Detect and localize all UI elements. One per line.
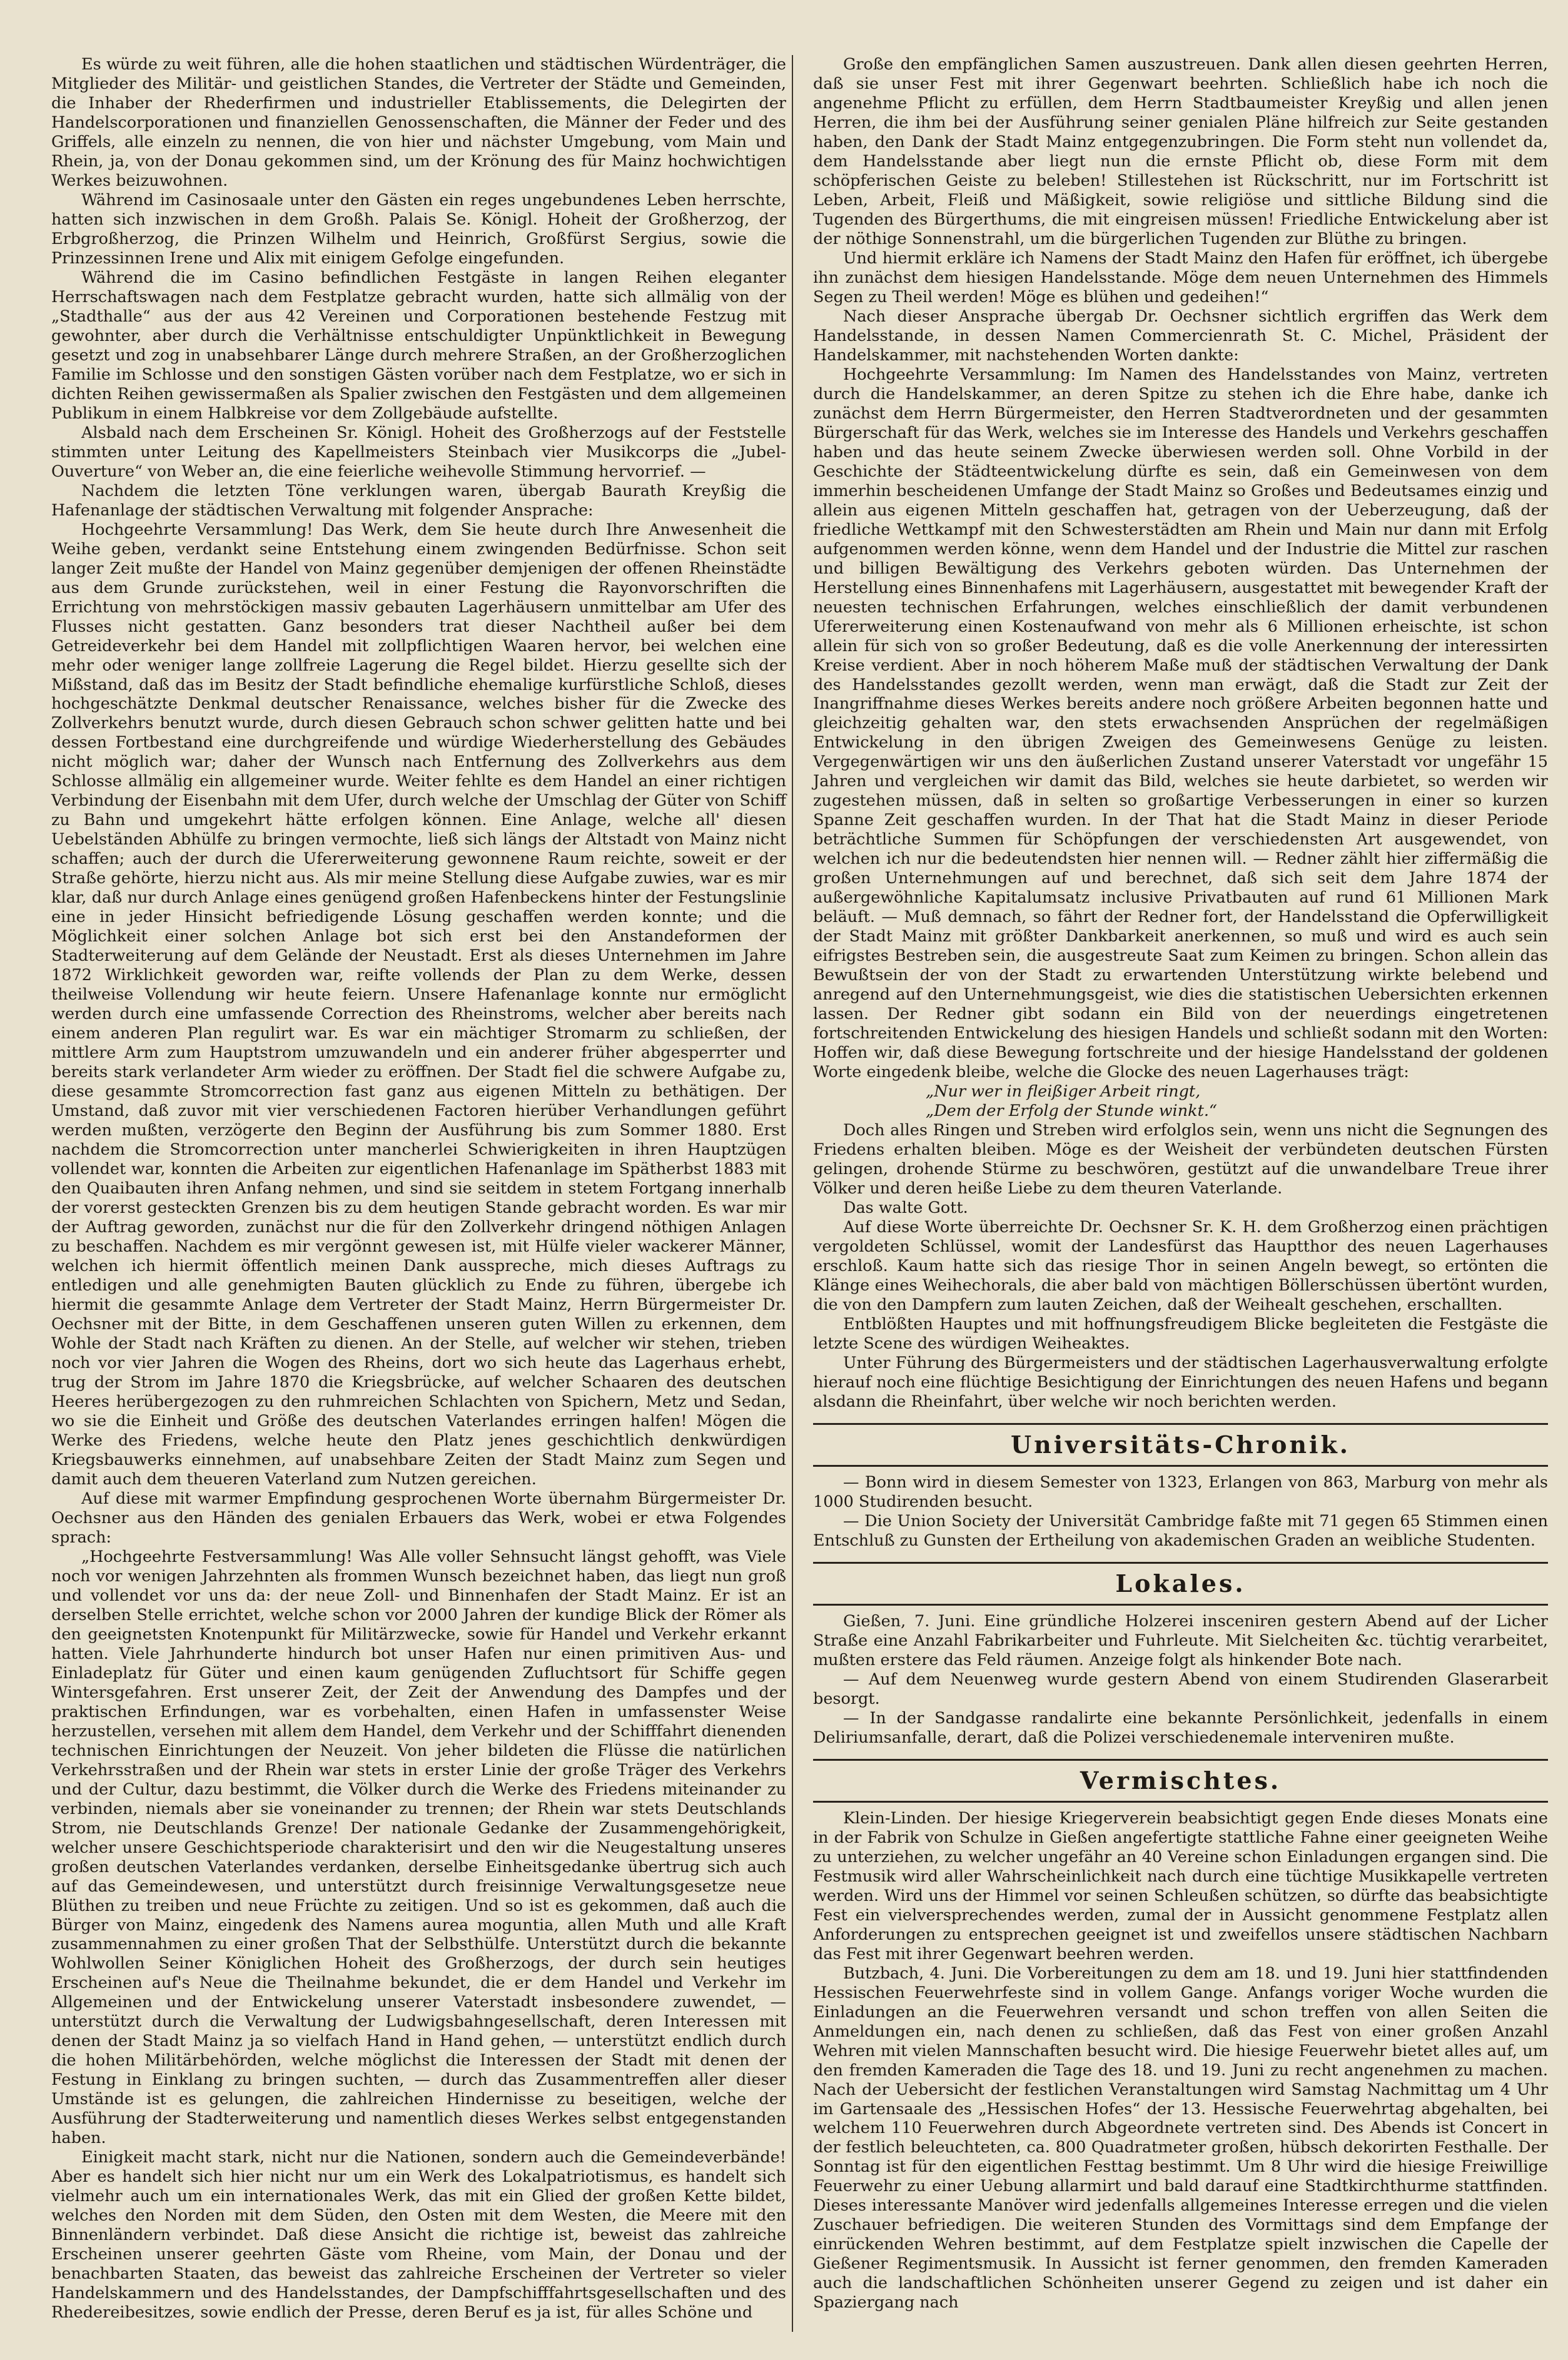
paragraph: Hochgeehrte Versammlung! Das Werk, dem Sie heute durch Ihre Anwesenheit die Weihe geben, verdankt seine Entstehung einem zwingenden Bedürfnisse. Schon seit langer Zeit mußte der Handel von Mainz gegenüber demjenigen der offenen Rheinstädte aus dem Grunde zurückstehen, weil in einer Festung die Rayonvorschriften die Errichtung von mehrstöckigen massiv gebauten Lagerhäusern unmittelbar am Ufer des Flusses nicht gestatten. Ganz besonders trat dieser Nachtheil außer bei dem Getreideverkehr bei dem Handel mit zollpflichtigen Waaren hervor, bei welchen eine mehr oder weniger lange zollfreie Lagerung die Regel bildet. Hierzu gesellte sich der Mißstand, daß das im Besitz der Stadt befindliche ehemalige kurfürstliche Schloß, dieses hochgeschätzte Denkmal deutscher Renaissance, welches bisher für die Zwecke des Zollverkehrs benutzt wurde, durch diesen Gebrauch schon schwer gelitten hatte und bei dessen Fortbestand eine durchgreifende und würdige Wiederherstellung des Gebäudes nicht möglich war; daher der Wunsch nach Entfernung des Zollverkehrs aus dem Schlosse allmälig ein allgemeiner wurde. Weiter fehlte es dem Handel an einer richtigen Verbindung der Eisenbahn mit dem Ufer, durch welche der Umschlag der Güter von Schiff zu Bahn und umgekehrt hätte erfolgen können. Eine Anlage, welche all' diesen Uebelständen Abhülfe zu bringen vermochte, ließ sich längs der Altstadt von Mainz nicht schaffen; auch der durch die Ufererweiterung gewonnene Raum reichte, soweit er der Straße gehörte, hierzu nicht aus. Als mir meine Stellung diese Aufgabe zuwies, war es mir klar, daß nur durch Anlage eines genügend großen Hafenbeckens hinter der Festungslinie eine in jeder Hinsicht befriedigende Lösung geschaffen werden konnte; und die Möglichkeit einer solchen Anlage bot sich erst bei den Anstandeformen der Stadterweiterung auf dem Gelände der Neustadt. Erst als dieses Unternehmen im Jahre 1872 Wirklichkeit geworden war, reifte vollends der Plan zu dem Werke, dessen theilweise Vollendung wir heute feiern. Unsere Hafenanlage konnte nur ermöglicht werden durch eine umfassende Correction des Rheinstroms, welcher aber bereits nach einem anderen Plan regulirt war. Es war ein mächtiger Stromarm zu schließen, der mittlere Arm zum Hauptstrom umzuwandeln und ein anderer früher abgesperrter und bereits stark verlandeter Arm wieder zu eröffnen. Der Stadt fiel die schwere Aufgabe zu, diese gesammte Stromcorrection fast ganz aus eigenen Mitteln zu bethätigen. Der Umstand, daß zuvor mit vier verschiedenen Factoren hierüber Verhandlungen geführt werden mußten, verzögerte den Beginn der Ausführung bis zum Sommer 1880. Erst nachdem die Stromcorrection unter mancherlei Schwierigkeiten in ihren Hauptzügen vollendet war, konnten die Arbeiten zur eigentlichen Hafenanlage im Spätherbst 1883 mit den Quaibauten ihren Anfang nehmen, und sind sie seitdem in stetem Fortgang innerhalb der vorerst gesteckten Grenzen bis zu dem heutigen Stande gebracht worden. Es war mir der Auftrag geworden, zunächst nur die für den Zollverkehr dringend nöthigen Anlagen zu beschaffen. Nachdem es mir vergönnt gewesen ist, mit Hülfe vieler wackerer Männer, welchen ich hiermit öffentlich meinen Dank ausspreche, mich dieses Auftrags zu entledigen und alle genehmigten Bauten glücklich zu Ende zu führen, übergebe ich hiermit die gesammte Anlage dem Vertreter der Stadt Mainz, Herrn Bürgermeister Dr. Oechsner mit der Bitte, in dem Geschaffenen unseren guten Willen zu erkennen, dem Wohle der Stadt nach Kräften zu dienen. An der Stelle, auf welcher wir stehen, trieben noch vor vier Jahren die Wogen des Rheins, dort wo sich heute das Lagerhaus erhebt, trug der Strom im Jahre 1870 die Kriegsbrücke, auf welcher Schaaren des deutschen Heeres herübergezogen zu den ruhmreichen Schlachten von Spichern, Metz und Sedan, wo sie die Einheit und Größe des deutschen Vaterlandes erringen halfen! Mögen die Werke des Friedens, welche heute den Platz jenes geschichtlich denkwürdigen Kriegsbauwerks einnehmen, auf unabsehbare Zeiten der Stadt Mainz zum Segen und damit auch dem theueren Vaterland zum Nutzen gereichen. — [51, 520, 786, 1489]
right-article-continuation — [813, 55, 1548, 1082]
right-column — [813, 55, 1548, 2312]
section-body-vermischtes — [813, 1809, 1548, 2313]
paragraph: — Bonn wird in diesem Semester von 1323, Erlangen von 863, Marburg von mehr als 1000 Studirenden besucht. — [813, 1472, 1548, 1511]
paragraph: Einigkeit macht stark, nicht nur die Nationen, sondern auch die Gemeindeverbände! Aber es handelt sich hier nicht nur um ein Werk des Lokalpatriotismus, es handelt sich vielmehr auch um ein internationales Werk, das mit ein Glied der großen Kette bildet, welches den Norden mit dem Süden, den Osten mit dem Westen, die Meere mit den Binnenländern verbindet. Daß diese Ansicht die richtige ist, beweist das zahlreiche Erscheinen unserer geehrten Gäste vom Rheine, vom Main, der Donau und der benachbarten Staaten, das beweist das zahlreiche Erscheinen der Vertreter so vieler Handelskammern und des Handelsstandes, der Dampfschifffahrtsgesellschaften und des Rhedereibesitzes, sowie endlich der Presse, deren Beruf es ja ist, für alles Schöne und — [51, 2148, 786, 2322]
paragraph: „Dem der Erfolg der Stunde winkt.“ — [926, 1102, 1217, 1121]
paragraph: „Hochgeehrte Festversammlung! Was Alle voller Sehnsucht längst gehofft, was Viele noch vor wenigen Jahrzehnten als frommen Wunsch bezeichnet haben, das liegt nun groß und vollendet vor uns da: der neue Zoll- und Binnenhafen der Stadt Mainz. Er ist an derselben Stelle errichtet, welche schon vor 2000 Jahren der kundige Blick der Römer als den geeignetsten Knotenpunkt für Militärzwecke, sowie für Handel und Verkehr erkannt hatten. Viele Jahrhunderte hindurch bot unser Hafen nur einen primitiven Aus- und Einladeplatz für Güter und einen kaum genügenden Zufluchtsort für Schiffe gegen Wintersgefahren. Erst unserer Zeit, der Zeit der Anwendung des Dampfes und der praktischen Erfindungen, war es vorbehalten, einen Hafen in umfassenster Weise herzustellen, versehen mit allem dem Handel, dem Verkehr und der Schifffahrt dienenden technischen Einrichtungen der Neuzeit. Von jeher bildeten die Flüsse die natürlichen Verkehrsstraßen und der Rhein war stets in erster Linie der große Träger des Verkehrs und der Cultur, dazu bestimmt, die Völker durch die Werke des Friedens miteinander zu verbinden, niemals aber sie voneinander zu trennen; der Rhein war stets Deutschlands Strom, nie Deutschlands Grenze! Der nationale Gedanke der Zusammengehörigkeit, welcher unsere Geschichtsperiode charakterisirt und den wir die Neugestaltung unseres großen deutschen Vaterlandes verdanken, derselbe Einheitsgedanke übertrug sich auch auf das Gemeindewesen, und unterstützt durch freisinnige Verwaltungsgesetze neue Blüthen zu treiben und neue Früchte zu zeitigen. Und so ist es gekommen, daß auch die Bürger von Mainz, eingedenk des Namens aurea moguntia, allen Muth und alle Kraft zusammennahmen zu einer großen That der Selbsthülfe. Unterstützt durch die bekannte Wohlwollen Seiner Königlichen Hoheit des Großherzogs, der durch sein heutiges Erscheinen auf's Neue die Theilnahme bekundet, die er dem Handel und Verkehr im Allgemeinen und der Entwickelung unserer Vaterstadt insbesondere zuwendet, — unterstützt durch die Verwaltung der Ludwigsbahngesellschaft, deren Interessen mit denen der Stadt Mainz ja so vielfach Hand in Hand gehen, — unterstützt endlich durch die hohen Militärbehörden, welche möglichst die Interessen der Stadt mit denen der Festung in Einklang zu bringen suchten, — durch das Zusammentreffen aller dieser Umstände ist es gelungen, die zahlreichen Hindernisse zu beseitigen, welche der Ausführung der Stadterweiterung und namentlich dieses Werkes selbst entgegenstanden haben. — [51, 1547, 786, 2148]
right-article-ending — [813, 1121, 1548, 1412]
paragraph: Nach dieser Ansprache übergab Dr. Oechsner sichtlich ergriffen das Werk dem Handelsstande, in dessen Namen Commercienrath St. C. Michel, Präsident der Handelskammer, mit nachstehenden Worten dankte: — [813, 306, 1548, 365]
paragraph: Unter Führung des Bürgermeisters und der städtischen Lagerhausverwaltung erfolgte hierauf noch eine flüchtige Besichtigung der Einrichtungen des neuen Hafens und begann alsdann die Rheinfahrt, über welche wir noch berichten werden. — [813, 1353, 1548, 1411]
paragraph: Während im Casinosaale unter den Gästen ein reges ungebundenes Leben herrschte, hatten sich inzwischen in dem Großh. Palais Se. Königl. Hoheit der Großherzog, der Erbgroßherzog, die Prinzen Wilhelm und Heinrich, Großfürst Sergius, sowie die Prinzessinnen Irene und Alix mit einigem Gefolge eingefunden. — [51, 190, 786, 268]
section-body-lokales — [813, 1612, 1548, 1748]
paragraph: Gießen, 7. Juni. Eine gründliche Holzerei insceniren gestern Abend auf der Licher Straße eine Anzahl Fabrikarbeiter und Fuhrleute. Mit Sielcheiten &c. tüchtig verarbeitet, mußten erstere das Feld räumen. Anzeige folgt als hinkender Bote nach. — [813, 1611, 1548, 1669]
paragraph: „Nur wer in fleißiger Arbeit ringt, — [926, 1082, 1201, 1102]
paragraph: — In der Sandgasse randalirte eine bekannte Persönlichkeit, jedenfalls in einem Deliriumsanfalle, derart, daß die Polizei verschiedenemale interveniren mußte. — [813, 1708, 1548, 1747]
column-divider — [792, 55, 793, 2332]
left-column — [51, 55, 786, 2322]
paragraph: Entblößten Hauptes und mit hoffnungsfreudigem Blicke begleiteten die Festgäste die letzte Scene des würdigen Weiheaktes. — [813, 1314, 1548, 1353]
section-title-lokales: Lokales. — [813, 1562, 1548, 1606]
paragraph: Alsbald nach dem Erscheinen Sr. Königl. Hoheit des Großherzogs auf der Feststelle stimmten unter Leitung des Kapellmeisters Steinbach vier Musikcorps die „Jubel-Ouverture“ von Weber an, die eine feierliche weihevolle Stimmung hervorrief. — — [51, 423, 786, 481]
paragraph: Große den empfänglichen Samen auszustreuen. Dank allen diesen geehrten Herren, daß sie unser Fest mit ihrer Gegenwart beehrten. Schließlich habe ich noch die angenehme Pflicht zu erfüllen, dem Herrn Stadtbaumeister Kreyßig und allen jenen Herren, die ihm bei der Ausführung seiner genialen Pläne hilfreich zur Seite gestanden haben, den Dank der Stadt Mainz entgegenzubringen. Die Form steht nun vollendet da, dem Handelsstande aber liegt nun die ernste Pflicht ob, diese Form mit dem schöpferischen Geiste zu beleben! Stillestehen ist Rückschritt, nur im Fortschritt ist Leben, Arbeit, Fleiß und Mäßigkeit, sowie religiöse und sittliche Bildung sind die Tugenden des Bürgerthums, die mit eingreisen müssen! Friedliche Entwickelung aber ist der nöthige Sonnenstrahl, um die bürgerlichen Tugenden zur Blüthe zu bringen. — [813, 55, 1548, 248]
paragraph: Hochgeehrte Versammlung: Im Namen des Handelsstandes von Mainz, vertreten durch die Handelskammer, an deren Spitze zu stehen ich die Ehre habe, danke ich zunächst dem Herrn Bürgermeister, den Herren Stadtverordneten und der gesammten Bürgerschaft für das Werk, welches sie im Interesse des Handels und Verkehrs geschaffen haben und das heute seinem Zwecke überwiesen werden soll. Ohne Vorbild in der Geschichte der Städteentwickelung dürfte es sein, daß ein Gemeinwesen von dem immerhin bescheidenen Umfange der Stadt Mainz so Großes und Bedeutsames einzig und allein aus eigenen Mitteln geschaffen hat, getragen von der Ueberzeugung, daß der friedliche Wettkampf mit den Schwesterstädten am Rhein und Main nur dann mit Erfolg aufgenommen werden könne, wenn dem Handel und der Industrie die Mittel zur raschen und billigen Bewältigung des Verkehrs geboten würden. Das Unternehmen der Herstellung eines Binnenhafens mit Lagerhäusern, ausgestattet mit bewegender Kraft der neuesten technischen Erfahrungen, welches einschließlich der damit verbundenen Ufererweiterung einen Kostenaufwand von mehr als 6 Millionen erheischte, ist schon allein für sich von so großer Bedeutung, daß es die volle Anerkennung der interessirten Kreise verdient. Aber in noch höherem Maße muß der städtischen Verwaltung der Dank des Handelsstandes gezollt werden, wenn man erwägt, daß die Stadt zur Zeit der Inangriffnahme dieses Werkes bereits andere noch größere Arbeiten begonnen hatte und gleichzeitig gehalten war, den stets erwachsenden Ansprüchen der regelmäßigen Entwickelung in den übrigen Zweigen des Gemeinwesens Genüge zu leisten. Vergegenwärtigen wir uns den äußerlichen Zustand unserer Vaterstadt vor ungefähr 15 Jahren und vergleichen wir damit das Bild, welches sie heute darbietet, so werden wir zugestehen müssen, daß in selten so großartige Verbesserungen in einer so kurzen Spanne Zeit geschaffen wurden. In der That hat die Stadt Mainz in dieser Periode beträchtliche Summen für Schöpfungen der verschiedensten Art ausgewendet, von welchen ich nur die bedeutendsten hier nennen will. — Redner zählt hier ziffermäßig die großen Unternehmungen auf und berechnet, daß sich seit dem Jahre 1874 der außergewöhnliche Kapitalumsatz inclusive Privatbauten auf rund 61 Millionen Mark beläuft. — Muß demnach, so fährt der Redner fort, der Handelsstand die Opferwilligkeit der Stadt Mainz mit größter Dankbarkeit anerkennen, so muß und wird es auch sein eifrigstes Bestreben sein, die ausgestreute Saat zum Keimen zu bringen. Schon allein das Bewußtsein der von der Stadt zu erwartenden Unterstützung wirkte belebend und anregend auf den Unternehmungsgeist, wie dies die statistischen Uebersichten erkennen lassen. Der Redner gibt sodann ein Bild von der neuerdings eingetretenen fortschreitenden Entwickelung des hiesigen Handels und schließt sodann mit den Worten: Hoffen wir, daß diese Bewegung fortschreite und der hiesige Handelsstand der goldenen Worte eingedenk bleibe, welche die Glocke des neuen Lagerhauses trägt: — [813, 365, 1548, 1082]
paragraph: Während die im Casino befindlichen Festgäste in langen Reihen eleganter Herrschaftswagen nach dem Festplatze gebracht wurden, hatte sich allmälig von der „Stadthalle“ aus der aus 42 Vereinen und Corporationen bestehende Festzug mit gewohnter, aber durch die Verhältnisse entschuldigter Unpünktlichkeit in Bewegung gesetzt und zog in unabsehbarer Länge durch mehrere Straßen, an der Großherzoglichen Familie im Schlosse und den sonstigen Gästen vorüber nach dem Festplatze, wo er sich in dichten Reihen gewissermaßen als Spalier zwischen den Festgästen und dem allgemeinen Publikum in einem Halbkreise vor dem Zollgebäude aufstellte. — [51, 268, 786, 423]
paragraph: Nachdem die letzten Töne verklungen waren, übergab Baurath Kreyßig die Hafenanlage der städtischen Verwaltung mit folgender Ansprache: — [51, 481, 786, 520]
paragraph: — Die Union Society der Universität Cambridge faßte mit 71 gegen 65 Stimmen einen Entschluß zu Gunsten der Ertheilung von akademischen Graden an weibliche Studenten. — [813, 1511, 1548, 1550]
paragraph: Butzbach, 4. Juni. Die Vorbereitungen zu dem am 18. und 19. Juni hier stattfindenden Hessischen Feuerwehrfeste sind in vollem Gange. Anfangs voriger Woche wurden die Einladungen an die Feuerwehren versandt und schon treffen von allen Seiten die Anmeldungen ein, nach denen zu schließen, daß das Fest von einer großen Anzahl Wehren mit vielen Mannschaften besucht wird. Die hiesige Feuerwehr bietet alles auf, um den fremden Kameraden die Tage des 18. und 19. Juni zu recht angenehmen zu machen. Nach der Uebersicht der festlichen Veranstaltungen wird Samstag Nachmittag um 4 Uhr im Gartensaale des „Hessischen Hofes“ der 13. Hessische Feuerwehrtag abgehalten, bei welchem 110 Feuerwehren durch Abgeordnete vertreten sind. Des Abends ist Concert in der festlich beleuchteten, ca. 800 Quadratmeter großen, hübsch dekorirten Festhalle. Der Sonntag ist für den eigentlichen Festtag bestimmt. Um 8 Uhr wird die hiesige Freiwillige Feuerwehr zu einer Uebung allarmirt und bald darauf eine Stadtkirchthurme stattfinden. Dieses interessante Manöver wird jedenfalls allgemeines Interesse erregen und die vielen Zuschauer befriedigen. Die weiteren Stunden des Vormittags sind dem Empfange der einrückenden Wehren bestimmt, auf dem Festplatze spielt inzwischen die Capelle der Gießener Regimentsmusik. In Aussicht ist ferner genommen, den fremden Kameraden auch die landschaftlichen Schönheiten unserer Gegend zu zeigen und ist daher ein Spaziergang nach — [813, 1963, 1548, 2312]
paragraph: Auf diese mit warmer Empfindung gesprochenen Worte übernahm Bürgermeister Dr. Oechsner aus den Händen des genialen Erbauers das Werk, wobei er etwa Folgendes sprach: — [51, 1489, 786, 1547]
paragraph: Klein-Linden. Der hiesige Kriegerverein beabsichtigt gegen Ende dieses Monats eine in der Fabrik von Schulze in Gießen angefertigte stattliche Fahne einer geeigneten Weihe zu unterziehen, zu welcher ungefähr an 40 Vereine schon Einladungen ergangen sind. Die Festmusik wird aller Wahrscheinlichkeit nach durch eine tüchtige Musikkapelle vertreten werden. Wird uns der Himmel vor seinen Schleußen schützen, so dürfte das beabsichtigte Fest ein vielversprechendes werden, zumal der in Aussicht genommene Festplatz allen Anforderungen zu entsprechen geeignet ist und zweifellos unsere städtischen Nachbarn das Fest mit ihrer Gegenwart beehren werden. — [813, 1808, 1548, 1963]
section-body-universitaet — [813, 1473, 1548, 1551]
paragraph: Das walte Gott. — [843, 1198, 968, 1218]
bell-inscription — [813, 1082, 1548, 1121]
paragraph: Auf diese Worte überreichte Dr. Oechsner Sr. K. H. dem Großherzog einen prächtigen vergoldeten Schlüssel, womit der Landesfürst das Hauptthor des neuen Lagerhauses erschloß. Kaum hatte sich das riesige Thor in seinen Angeln bewegt, so ertönten die Klänge eines Weihechorals, die aber bald von mächtigen Böllerschüssen übertönt wurden, die von den Dampfern zum lauten Zeichen, daß der Weihealt geschehen, erschallten. — [813, 1218, 1548, 1314]
paragraph: Es würde zu weit führen, alle die hohen staatlichen und städtischen Würdenträger, die Mitglieder des Militär- und geistlichen Standes, die Vertreter der Städte und Gemeinden, die Inhaber der Rhederfirmen und industrieller Etablissements, die Delegirten der Handelscorporationen und finanziellen Genossenschaften, die Männer der Feder und des Griffels, alle einzeln zu nennen, die von hier und nächster Umgebung, vom Main und Rhein, ja, von der Donau gekommen sind, um der Krönung des für Mainz hochwichtigen Werkes beizuwohnen. — [51, 55, 786, 190]
paragraph: — Auf dem Neuenweg wurde gestern Abend von einem Studirenden Glaserarbeit besorgt. — [813, 1669, 1548, 1708]
section-title-vermischtes: Vermischtes. — [813, 1759, 1548, 1803]
paragraph: Doch alles Ringen und Streben wird erfolglos sein, wenn uns nicht die Segnungen des Friedens erhalten bleiben. Möge es der Weisheit der verbündeten deutschen Fürsten gelingen, drohende Stürme zu beschwören, gestützt auf die unwandelbare Treue ihrer Völker und deren heiße Liebe zu dem theuren Vaterlande. — [813, 1121, 1548, 1198]
paragraph: Und hiermit erkläre ich Namens der Stadt Mainz den Hafen für eröffnet, ich übergebe ihn zunächst dem hiesigen Handelsstande. Möge dem neuen Unternehmen des Himmels Segen zu Theil werden! Möge es blühen und gedeihen!“ — [813, 248, 1548, 306]
section-title-universitaet: Universitäts-Chronik. — [813, 1423, 1548, 1467]
